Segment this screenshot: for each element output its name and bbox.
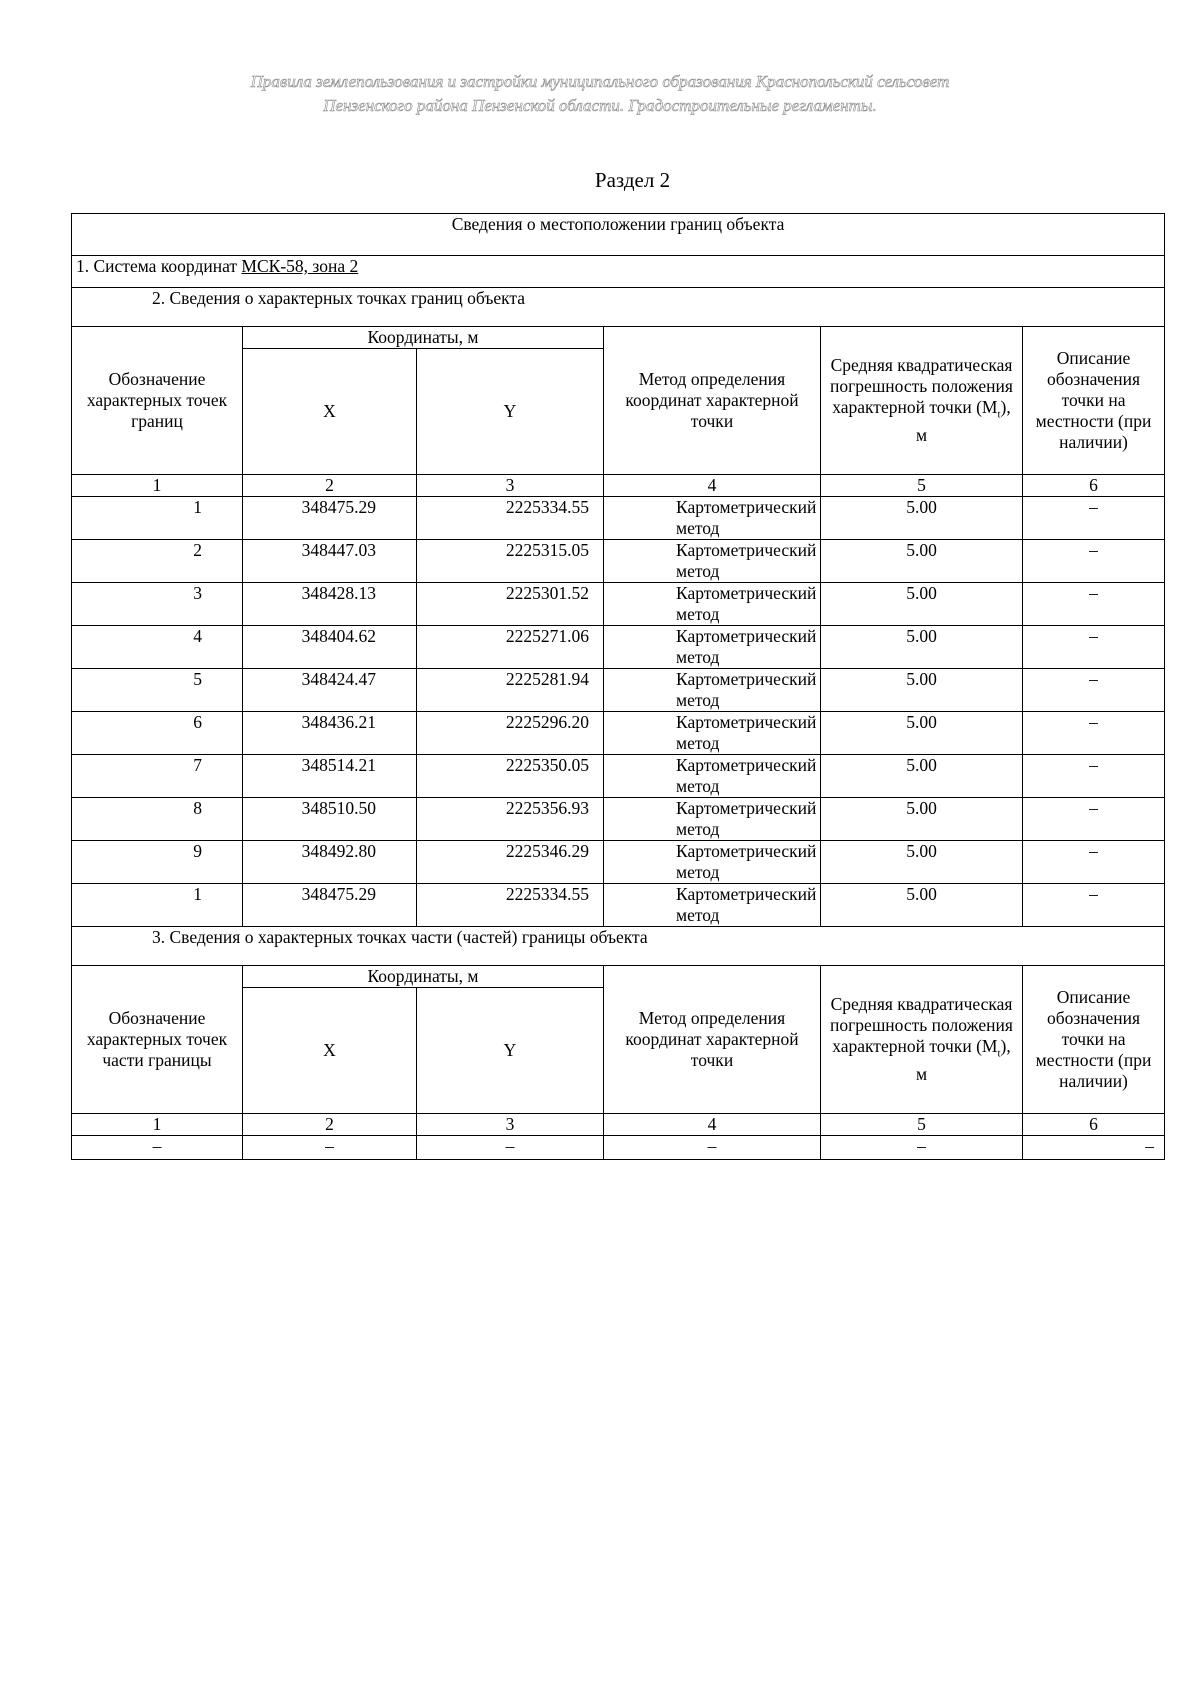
part2-title: 2. Сведения о характерных точках границ объекта bbox=[72, 288, 1165, 327]
point-error: 5.00 bbox=[821, 583, 1023, 626]
point-x: 348510.50 bbox=[243, 798, 417, 841]
point-description: – bbox=[1023, 669, 1165, 712]
part-point-id: – bbox=[72, 1136, 243, 1160]
point-description: – bbox=[1023, 497, 1165, 540]
section-title: Раздел 2 bbox=[594, 168, 671, 192]
column-numbers-row bbox=[72, 1114, 1165, 1136]
point-error: 5.00 bbox=[821, 798, 1023, 841]
point-x: 348447.03 bbox=[243, 540, 417, 583]
point-error: 5.00 bbox=[821, 755, 1023, 798]
point-method: Картометрический метод bbox=[604, 712, 821, 755]
point-error: 5.00 bbox=[821, 712, 1023, 755]
point-error: 5.00 bbox=[821, 540, 1023, 583]
header-error: Средняя квадратическая погрешность положения характерной точки $(M_t)$, м bbox=[821, 966, 1023, 1114]
column-number: 2 bbox=[243, 475, 417, 497]
point-error: 5.00 bbox=[821, 626, 1023, 669]
part3-title: 3. Сведения о характерных точках части (частей) границы объекта bbox=[72, 927, 1165, 966]
header-description: Описание обозначения точки на местности (при наличии) bbox=[1023, 966, 1165, 1114]
boundary-table bbox=[71, 213, 1165, 1160]
point-x: 348404.62 bbox=[243, 626, 417, 669]
column-number: 1 bbox=[72, 475, 243, 497]
point-id: 2 bbox=[72, 540, 243, 583]
column-numbers-row bbox=[72, 475, 1165, 497]
table-row bbox=[72, 540, 1165, 583]
boundary-table-body bbox=[72, 214, 1165, 1160]
column-number: 3 bbox=[417, 475, 604, 497]
table-title: Сведения о местоположении границ объекта bbox=[72, 214, 1165, 256]
point-error: 5.00 bbox=[821, 669, 1023, 712]
point-method: Картометрический метод bbox=[604, 626, 821, 669]
point-description: – bbox=[1023, 626, 1165, 669]
part-point-desc: – bbox=[1023, 1136, 1165, 1160]
column-number: 1 bbox=[72, 1114, 243, 1136]
point-id: 5 bbox=[72, 669, 243, 712]
point-method: Картометрический метод bbox=[604, 841, 821, 884]
point-method: Картометрический метод bbox=[604, 540, 821, 583]
point-description: – bbox=[1023, 540, 1165, 583]
point-x: 348492.80 bbox=[243, 841, 417, 884]
point-y: 2225296.20 bbox=[417, 712, 604, 755]
coordinate-system-value: МСК-58, зона 2 bbox=[241, 256, 359, 276]
point-id: 9 bbox=[72, 841, 243, 884]
header-line-2: Пензенского района Пензенской области. Градостроительные регламенты. bbox=[323, 96, 877, 115]
header-error: Средняя квадратическая погрешность положения характерной точки $(M_t)$, м bbox=[821, 327, 1023, 475]
point-method: Картометрический метод bbox=[604, 755, 821, 798]
point-x: 348514.21 bbox=[243, 755, 417, 798]
point-id: 7 bbox=[72, 755, 243, 798]
point-y: 2225301.52 bbox=[417, 583, 604, 626]
point-description: – bbox=[1023, 841, 1165, 884]
header-x: X bbox=[243, 988, 417, 1114]
header-coords: Координаты, м bbox=[243, 327, 604, 349]
table-row bbox=[72, 1136, 1165, 1160]
table-row bbox=[72, 841, 1165, 884]
column-number: 2 bbox=[243, 1114, 417, 1136]
header-coords: Координаты, м bbox=[243, 966, 604, 988]
header-y: Y bbox=[417, 988, 604, 1114]
table-row bbox=[72, 497, 1165, 540]
table-row bbox=[72, 626, 1165, 669]
table-row bbox=[72, 884, 1165, 927]
part-point-method: – bbox=[604, 1136, 821, 1160]
point-x: 348428.13 bbox=[243, 583, 417, 626]
header-method: Метод определения координат характерной точки bbox=[604, 327, 821, 475]
page-header bbox=[0, 70, 1200, 118]
point-id: 1 bbox=[72, 497, 243, 540]
point-y: 2225346.29 bbox=[417, 841, 604, 884]
point-x: 348475.29 bbox=[243, 497, 417, 540]
point-id: 1 bbox=[72, 884, 243, 927]
table-row bbox=[72, 712, 1165, 755]
point-y: 2225334.55 bbox=[417, 884, 604, 927]
point-y: 2225350.05 bbox=[417, 755, 604, 798]
column-number: 6 bbox=[1023, 475, 1165, 497]
point-method: Картометрический метод bbox=[604, 583, 821, 626]
point-y: 2225315.05 bbox=[417, 540, 604, 583]
part-point-error: – bbox=[821, 1136, 1023, 1160]
point-description: – bbox=[1023, 583, 1165, 626]
point-y: 2225334.55 bbox=[417, 497, 604, 540]
point-description: – bbox=[1023, 798, 1165, 841]
point-y: 2225281.94 bbox=[417, 669, 604, 712]
column-number: 5 bbox=[821, 475, 1023, 497]
point-id: 4 bbox=[72, 626, 243, 669]
coordinate-system-label: 1. Система координат bbox=[76, 256, 242, 276]
header-description: Описание обозначения точки на местности (при наличии) bbox=[1023, 327, 1165, 475]
point-method: Картометрический метод bbox=[604, 669, 821, 712]
table-row bbox=[72, 583, 1165, 626]
column-number: 6 bbox=[1023, 1114, 1165, 1136]
point-id: 3 bbox=[72, 583, 243, 626]
point-y: 2225271.06 bbox=[417, 626, 604, 669]
table-row bbox=[72, 798, 1165, 841]
point-error: 5.00 bbox=[821, 841, 1023, 884]
header-designation-part: Обозначение характерных точек части границы bbox=[72, 966, 243, 1114]
part-point-y: – bbox=[417, 1136, 604, 1160]
part-point-x: – bbox=[243, 1136, 417, 1160]
column-number: 3 bbox=[417, 1114, 604, 1136]
point-method: Картометрический метод bbox=[604, 798, 821, 841]
point-method: Картометрический метод bbox=[604, 884, 821, 927]
point-error: 5.00 bbox=[821, 884, 1023, 927]
header-designation: Обозначение характерных точек границ bbox=[72, 327, 243, 475]
point-error: 5.00 bbox=[821, 497, 1023, 540]
header-method: Метод определения координат характерной точки bbox=[604, 966, 821, 1114]
point-method: Картометрический метод bbox=[604, 497, 821, 540]
header-line-1: Правила землепользования и застройки муниципального образования Краснопольский сельсовет bbox=[250, 72, 950, 91]
point-x: 348475.29 bbox=[243, 884, 417, 927]
column-number: 4 bbox=[604, 1114, 821, 1136]
point-description: – bbox=[1023, 712, 1165, 755]
point-x: 348424.47 bbox=[243, 669, 417, 712]
table-row bbox=[72, 669, 1165, 712]
column-number: 4 bbox=[604, 475, 821, 497]
point-x: 348436.21 bbox=[243, 712, 417, 755]
point-id: 8 bbox=[72, 798, 243, 841]
header-x: X bbox=[243, 349, 417, 475]
point-id: 6 bbox=[72, 712, 243, 755]
table-row bbox=[72, 755, 1165, 798]
header-y: Y bbox=[417, 349, 604, 475]
column-number: 5 bbox=[821, 1114, 1023, 1136]
point-description: – bbox=[1023, 755, 1165, 798]
point-description: – bbox=[1023, 884, 1165, 927]
point-y: 2225356.93 bbox=[417, 798, 604, 841]
coordinate-system bbox=[72, 256, 1165, 288]
